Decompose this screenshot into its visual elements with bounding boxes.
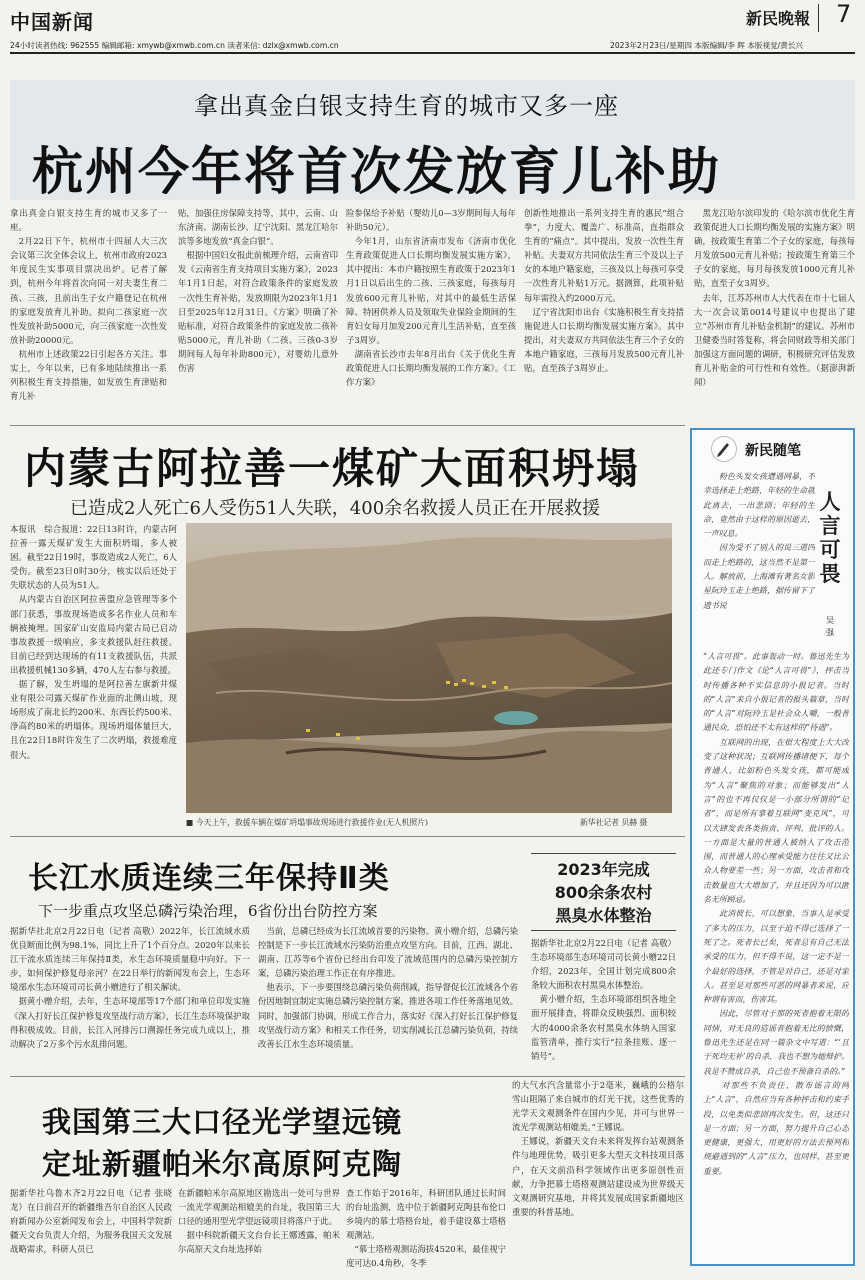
article3-column-1: 据新华社北京2月22日电（记者 高敬）2022年，长江流域水质优良断面比例为98.1%，同比上升了1个百分点。2020年以来长江干流水质连续三年保持Ⅱ类，水生态环境质量稳中向好。下一步，如何保护修复母亲河？在22日举行的新闻发布会上，生态环境部水生态环境司司长黄小赠进行了相关解读。 据黄小赠介绍，去年，生态环境部等17个部门和单位印发实施《深入打好长江保护修复攻坚战行动方案》，长江生态环境保护取得积极成效。目前，长江入河排污口溯源任务完成九成以上，推动解决了2万多个污水乱排问题。: [10, 926, 250, 1049]
section-divider: [10, 836, 685, 837]
mine-collapse-photo: [186, 523, 672, 813]
article4-column-1: 据新华社乌鲁木齐2月22日电（记者 张晓龙）在日前召开的新疆维吾尔自治区人民政府新闻办公室新闻发布会上，中国科学院新疆天文台负责人介绍，为服务我国天文发展战略需求，科研人员已: [10, 1188, 172, 1255]
essay-body-intro: 粉色头发女孩遭遇网暴，不幸选择走上绝路，年轻的生命就此离去，一出悲剧；年轻的生命，竟然由于这样的原因逝去，一声叹息。 因为受不了别人的说三道四而走上绝路的，这当然不是第一人。解放前，上海滩有著名女影星阮玲玉走上绝路，据传留下了遗书说: [703, 472, 815, 610]
pen-logo-icon: [711, 436, 737, 462]
article4-headline-line1: 我国第三大口径光学望远镜: [42, 1105, 403, 1139]
article1-headline: 杭州今年将首次发放育儿补助: [32, 143, 722, 202]
essay-column-name: 新民随笔: [745, 443, 801, 459]
essay-title: 人言可畏: [819, 489, 841, 586]
article2-subhead: 已造成2人死亡6人受伤51人失联，400余名救援人员正在开展救援: [70, 498, 601, 519]
article4-column-3: 查工作始于2016年，科研团队通过长时间的台址监测，选中位于新疆阿克陶县布伦口乡境内的慕士塔格台址，着手建设慕士塔格观测站。 “慕士塔格观测站海拔4520米，最佳视宁度可达0.4角秒，冬季: [346, 1188, 506, 1269]
article3-headline: 长江水质连续三年保持Ⅱ类: [28, 861, 390, 896]
article1-column-3: 险参保给予补贴（婴幼儿0—3岁期间每人每年补助50元）。 今年1月，山东省济南市发布《济南市优化生育政策促进人口长期均衡发展实施方案》，其中提出：本市户籍按照生育政策于2023年1月1日以后出生的二孩、三孩家庭，每孩每月发放600元育儿补贴，对其中的最低生活保障、特困供养人员及领取失业保险金期间的生育妇女每月加发200元育儿生活补贴，直至孩子3周岁。 湖南省长沙市去年8月出台《关于优化生育政策促进人口长期均衡发展的工作方案》。《工作方案》: [346, 208, 516, 388]
sidebox-body: 据新华社北京2月22日电（记者 高敬）生态环境部生态环境司司长黄小赠22日介绍，2023年，全国计划完成800余条较大面积农村黑臭水体整治。 黄小赠介绍，生态环境部组织各地全面开展排查，将群众反映强烈、面积较大的4000余条农村黑臭水体纳入国家监管清单，推行实行“拉条挂账、逐一销号”。: [531, 938, 676, 1061]
essay-column-header: [697, 436, 850, 462]
article2-headline: 内蒙古阿拉善一煤矿大面积坍塌: [24, 444, 641, 493]
photo-caption: ■ 今天上午，救援车辆在煤矿坍塌事故现场进行救援作业(无人机照片): [186, 818, 429, 827]
article2-body: 本报讯 综合报道：22日13时许，内蒙古阿拉善一露天煤矿发生大面积坍塌，多人被困。截至22日19时，事故造成2人死亡，6人受伤。截至23日0时30分，核实以后还处于失联状态的人员为51人。 从内蒙古自治区阿拉善盟应急管理等多个部门获悉，事故现场造成多名作业人员和车辆被掩埋。国家矿山安监局内蒙古局已启动事故救援一级响应，多支救援队赶往救援。目前已经到达现场的有11支救援队伍，共派出救援机械130多辆，470人左右参与救援。 据了解，发生坍塌的是阿拉善左旗新井煤业有限公司露天煤矿作业面的北侧山坡，现场形成了南北长约200米、东西长约500米、净高约80米的坍塌体。现场坍塌体量巨大，且在22日18时许发生了二次坍塌，救援难度很大。: [10, 524, 177, 760]
aerial-photo-illustration: [186, 523, 672, 813]
essay-author: 吴 强: [826, 616, 834, 637]
article1-column-1: 拿出真金白银支持生育的城市又多了一座。 2月22日下午，杭州市十四届人大三次会议第三次全体会议上，杭州市政府2023年度民生实事项目票决出炉。记者了解到，杭州今年将首次向同一对夫妻生育二孩、三孩，且前出生子女户籍登记在杭州的家庭发放育儿补助。拟向二孩家庭一次性发放补助5000元，向三孩家庭一次性发放补助20000元。 杭州市上述政策22日引起各方关注。事实上，今年以来，已有多地陆续推出一系列积极生育支持措施，如发放生育津贴和育儿补: [10, 208, 167, 402]
date-editor-info: 2023年2月23日/星期四 本版编辑/李 晖 本版视觉/黄长兴: [610, 41, 804, 50]
section-divider: [10, 1076, 685, 1077]
article1-kicker: 拿出真金白银支持生育的城市又多一座: [194, 92, 619, 120]
article1-column-5: 黑龙江哈尔滨印发的《哈尔滨市优化生育政策促进人口长期均衡发展的实施方案》明确，按政策生育第二个子女的家庭，每孩每月发放500元育儿补贴；按政策生育第三个子女的家庭，每月每孩发放1000元育儿补贴，直至子女3周岁。 去年，江苏苏州市人大代表在市十七届人大一次会议第0014号建议中也提出了建立“苏州市育儿补贴金机制”的建议。苏州市卫健委当时答复称，将会同财政等相关部门加强这方面问题的调研，积极研究评估发放育儿补贴金的可行性和有效性。（据澎湃新闻）: [694, 208, 855, 388]
section-title: 中国新闻: [10, 10, 94, 34]
article3-column-2: 当前，总磷已经成为长江流域首要的污染物。黄小赠介绍，总磷污染控制是下一步长江流域水污染防治重点攻坚方向。目前，江西、湖北、湖南、江苏等6个省份已经出台印发了流域范围内的总磷污染控制方案，总磷污染治理工作正在有序推进。 他表示，下一步要围绕总磷污染负荷削减，指导督促长江流域各个省份因地制宜制定实施总磷污染控制方案，推进各项工作任务落地见效。同时，加强部门协调，形成工作合力，落实好《深入打好长江保护修复攻坚战行动方案》和相关工作任务，切实削减长江总磷污染负荷，持续改善长江水生态环境质量。: [258, 926, 518, 1049]
article1-column-2: 贴，加强住房保障支持等，其中，云南、山东济南、湖南长沙、辽宁沈阳、黑龙江哈尔滨等多地发放“真金白银”。 根据中国妇女报此前梳理介绍，云南省印发《云南省生育支持项目实施方案》，2023年1月1日起，对符合政策条件的家庭发放一次性生育补贴，发放期限为2023年1月1日至2025年12月31日。《方案》明确了补贴标准，对符合政策条件的家庭发放二孩补贴5000元，育儿补助（二孩、三孩0-3岁期间每人每年补助800元），对婴幼儿意外伤害: [178, 208, 338, 374]
article4-column-2: 在新疆帕米尔高原地区勘选出一处可与世界一流光学观测站相媲美的台址，我国第三大口径的通用型光学望远镜项目将落户于此。 据中科院新疆天文台台长王娜透露，帕米尔高原天文台址选择始: [178, 1188, 340, 1255]
photo-credit: 新华社记者 贝赫 摄: [580, 818, 648, 827]
sidebox-top-rule: [531, 853, 676, 854]
section-divider: [10, 425, 685, 426]
header-rule: [10, 52, 855, 54]
header-divider: [818, 4, 819, 32]
sidebox-headline: 2023年完成 800余条农村 黑臭水体整治: [554, 860, 653, 925]
page-number: 7: [836, 0, 852, 28]
article1-column-4: 创新性地推出一系列支持生育的惠民“组合拳”，力度大、覆盖广、标准高，直指群众生育的“痛点”。其中提出，发放一次性生育补贴。夫妻双方共同依法生育三个及以上子女的本地户籍家庭，三孩及以上每孩可享受一次性育儿补贴1万元。据测算，此项补贴每年需投入约2000万元。 辽宁省沈阳市出台《实施积极生育支持措施促进人口长期均衡发展实施方案》。其中提出，对夫妻双方共同依法生育三个子女的本地户籍家庭，三孩每月发放500元育儿补贴，直至孩子3周岁止。: [524, 208, 684, 374]
article4-headline-line2: 定址新疆帕米尔高原阿克陶: [42, 1147, 403, 1181]
article3-subhead: 下一步重点攻坚总磷污染治理，6省份出台防控方案: [38, 902, 378, 920]
contact-info: 24小时读者热线: 962555 编辑邮箱: xmywb@xmwb.com.cn 读者来信: dzlx@xmwb.com.cn: [10, 41, 339, 50]
newspaper-logo: 新民晚報: [746, 9, 811, 28]
sidebox-bottom-rule: [531, 930, 676, 931]
article4-column-4: 的大气水汽含量常小于2毫米，巍峨的公格尔雪山阻隔了来自城市的灯光干扰，这些优秀的光学天文观测条件在国内少见，并可与世界一流光学观测站相媲美。”王娜说。 王娜说，新疆天文台未来将发挥台站观测条件与地理优势，吸引更多大型天文科技项目落户，在天文前沿科学领域作出更多原创性贡献，力争把慕士塔格观测站建设成为世界级天文观测研究基地，并将其发展成国家新疆地区重要的科普基地。: [512, 1080, 684, 1217]
essay-body-continued: “人言可畏”。此事轰动一时。鲁迅先生为此还专门作文《论“人言可畏”》，抨击当时传播各种不实信息的小报记者。当时的“人言”来自小报记者的报头篇章，当时的“人言”对阮玲玉是社会众人嚼，一般普通民众，恐怕还不太有这样的“待遇”。 互联网的出现，在很大程度上大大改变了这种状况；互联网传播诸便下，每个普通人，比如粉色头发女孩，都可能成为“人言”聚焦的对象；而能够发出“人言”的也不再仅仅是一小部分所谓的“记者”，而是所有拿着互联网“麦克风”，可以大肆发表各类指责、评判、批评的人。一方面是大量的普通人被纳入了攻击范围，而普通人的心理承受能力往往又比公众人物要差一些；另一方面，攻击者和攻击数量也大大增加了，并且还因为可以匿名无所顾忌。 此消彼长，可以想象，当事人是承受了多大的压力，以至于迫不得已选择了一死了之。死者长已矣，死者总有自己无法承受的压力，但不得不说，这一定不是一个最好的选择，不管是对自己，还是对家人。甚至是对那些可恶的网暴者来说，应种谓有害而，伤害其。 因此，尽管对于那的死者抱着无限的同情，对无良的造谣者抱着无比的愤慨，鲁迅先生还是在同一篇杂文中写道：“‘且于死均无补’的自杀，我也不想为她辩护。我是不赞成自杀，自己也不预备自杀的。” 对那些不负责任、散布谣言的网上“人言”，自然应当有各种抨击和约束手段，以免类似悲剧再次发生。但，这还只是一方面；另一方面，努力提升自己心态更健康，更强大，用更好的方法去预判和规避遇到的“人言”压力，也同样，甚至更重要。: [703, 652, 849, 1176]
